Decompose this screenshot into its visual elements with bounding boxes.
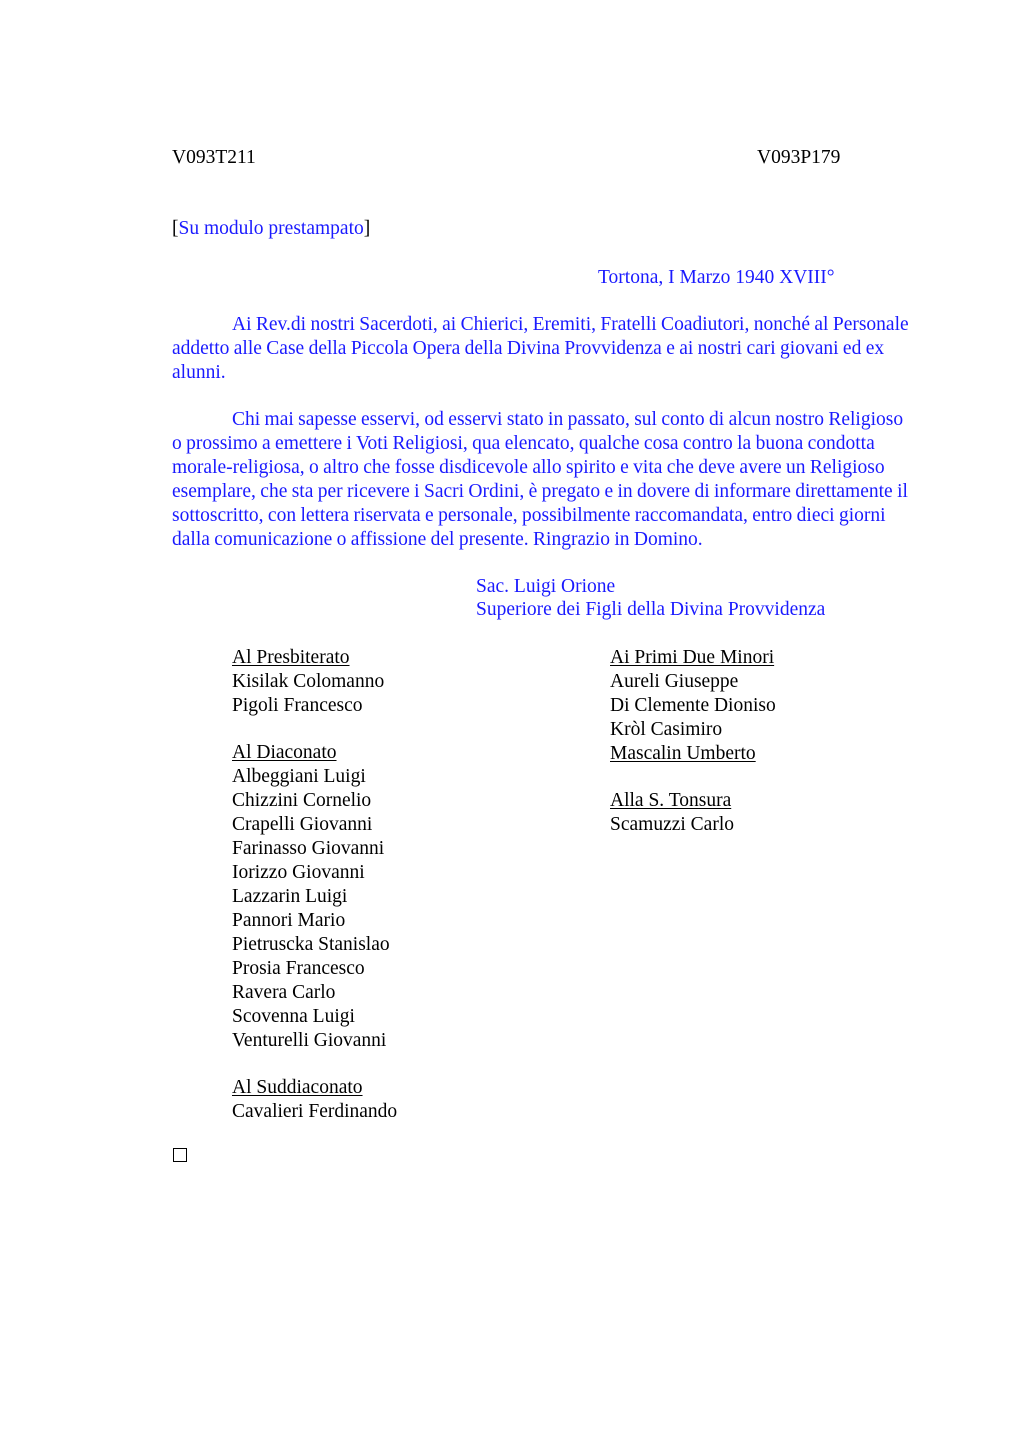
list-item: Pannori Mario xyxy=(232,910,346,931)
note-open-bracket: [ xyxy=(172,218,179,239)
list-item: Albeggiani Luigi xyxy=(232,766,366,787)
paragraph-addressees: Ai Rev.di nostri Sacerdoti, ai Chierici, Eremiti, Fratelli Coadiutori, nonché al Personale addetto alle Case della Piccola Opera della Divina Provvidenza e ai nostri cari giovani ed ex alunni. xyxy=(172,314,909,383)
list-item: Venturelli Giovanni xyxy=(232,1030,387,1051)
list-item: Kisilak Colomanno xyxy=(232,671,385,692)
note-close-bracket: ] xyxy=(363,218,371,239)
document-ref-right: V093P179 xyxy=(757,147,841,168)
list-heading-tonsura: Alla S. Tonsura xyxy=(610,790,732,811)
list-item: Pigoli Francesco xyxy=(232,695,363,716)
list-item: Di Clemente Dioniso xyxy=(610,695,776,716)
list-item: Crapelli Giovanni xyxy=(232,814,373,835)
list-item: Cavalieri Ferdinando xyxy=(232,1101,398,1122)
list-spacer xyxy=(232,718,397,741)
list-item: Kròl Casimiro xyxy=(610,719,723,740)
letter-date: Tortona, I Marzo 1940 XVIII° xyxy=(598,267,835,288)
list-item: Farinasso Giovanni xyxy=(232,838,385,859)
list-item: Lazzarin Luigi xyxy=(232,886,348,907)
list-heading-presbiterato: Al Presbiterato xyxy=(232,647,350,668)
list-spacer xyxy=(232,1053,397,1076)
list-item: Scamuzzi Carlo xyxy=(610,814,734,835)
list-item: Iorizzo Giovanni xyxy=(232,862,365,883)
list-heading-diaconato: Al Diaconato xyxy=(232,742,337,763)
ordination-list-right xyxy=(610,646,776,837)
list-item: Prosia Francesco xyxy=(232,958,365,979)
checkbox-square-icon xyxy=(173,1148,187,1162)
signature-title: Superiore dei Figli della Divina Provvidenza xyxy=(476,599,826,620)
editorial-note xyxy=(172,217,370,241)
list-heading-suddiaconato: Al Suddiaconato xyxy=(232,1077,363,1098)
document-ref-left: V093T211 xyxy=(172,147,256,168)
list-heading-primi-due-minori: Ai Primi Due Minori xyxy=(610,647,775,668)
paragraph-body: Chi mai sapesse esservi, od esservi stato in passato, sul conto di alcun nostro Religioso o prossimo a emettere i Voti Religiosi, qua elencato, qualche cosa contro la buona condotta morale-religiosa, o altro che fosse disdicevole allo spirito e vita che deve avere un Religioso esemplare, che sta per ricevere i Sacri Ordini, è pregato e in dovere di informare direttamente il sottoscritto, con lettera riservata e personale, possibilmente raccomandata, entro dieci giorni dalla comunicazione o affissione del presente. Ringrazio in Domino. xyxy=(172,409,908,550)
list-item: Ravera Carlo xyxy=(232,982,336,1003)
list-item: Chizzini Cornelio xyxy=(232,790,372,811)
list-item: Scovenna Luigi xyxy=(232,1006,355,1027)
signature-name: Sac. Luigi Orione xyxy=(476,576,616,597)
list-item: Pietruscka Stanislao xyxy=(232,934,390,955)
list-item: Aureli Giuseppe xyxy=(610,671,739,692)
note-text: Su modulo prestampato xyxy=(178,218,364,239)
list-spacer xyxy=(610,766,776,789)
list-item: Mascalin Umberto xyxy=(610,743,756,764)
ordination-list-left xyxy=(232,646,397,1124)
